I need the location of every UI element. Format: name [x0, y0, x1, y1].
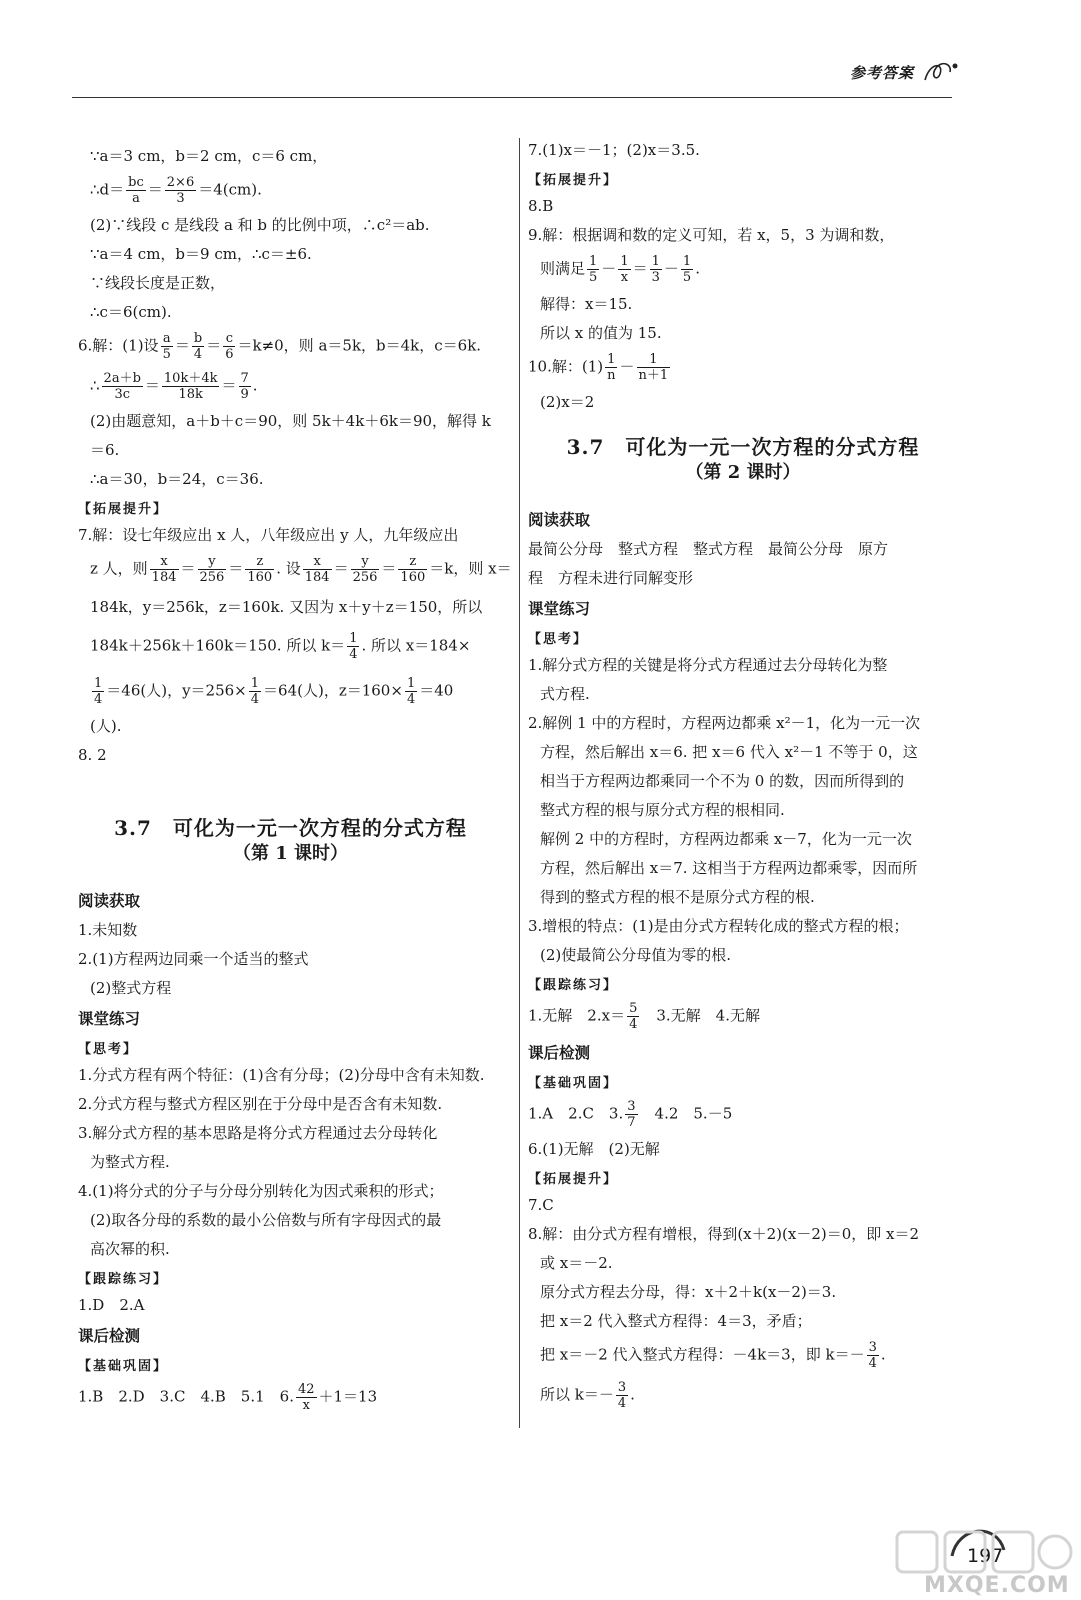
subheading: 课后检测 [528, 1043, 591, 1062]
text-line: 7.解：设七年级应出 x 人，八年级应出 y 人，九年级应出 [78, 526, 459, 544]
fraction: $\frac{1}{4}$ [406, 676, 416, 707]
text-line: 解得：x＝15. [540, 295, 633, 313]
text-line: ∵线段长度是正数， [90, 274, 226, 292]
fraction: $\frac{2a+b}{3c}$ [103, 371, 141, 402]
text-line: ∴a＝30，b＝24，c＝36. [90, 470, 264, 488]
section-title: 3.7 可化为一元一次方程的分式方程 [114, 816, 467, 840]
section-tag: 【拓展提升】 [78, 502, 169, 517]
swirl-ornament-icon [922, 58, 962, 84]
text-line: 1.D 2.A [78, 1296, 145, 1314]
watermark-text: MXQE.COM [924, 1573, 1070, 1598]
watermark-logo-icon [895, 1528, 1075, 1576]
header-label: 参考答案 [850, 64, 915, 82]
text-line: 所以 x 的值为 15. [540, 324, 662, 342]
section-tag: 【拓展提升】 [528, 1172, 619, 1187]
section-tag: 【拓展提升】 [528, 173, 619, 188]
subheading: 课堂练习 [78, 1009, 141, 1028]
section-title: 3.7 可化为一元一次方程的分式方程 [566, 435, 920, 459]
text-line: 整式方程的根与原分式方程的根相同. [540, 801, 785, 819]
text-line: 得到的整式方程的根不是原分式方程的根. [540, 888, 815, 906]
fraction: $\frac{10k+4k}{18k}$ [163, 371, 218, 402]
subheading: 课后检测 [78, 1326, 141, 1345]
text-line: 1.未知数 [78, 921, 138, 939]
fraction: $\frac{b}{4}$ [193, 331, 203, 362]
fraction: $\frac{z}{160}$ [247, 554, 273, 585]
text-line: 8.解：由分式方程有增根，得到(x＋2)(x－2)＝0，即 x＝2 [528, 1225, 920, 1243]
fraction: $\frac{1}{4}$ [94, 676, 103, 707]
section-tag: 【跟踪练习】 [78, 1272, 169, 1287]
text-line: 9.解：根据调和数的定义可知，若 x，5，3 为调和数， [528, 226, 895, 244]
fraction: $\frac{a}{5}$ [162, 331, 171, 362]
text-line: 解例 2 中的方程时，方程两边都乘 x－7，化为一元一次 [540, 830, 912, 848]
text-line: 1.分式方程有两个特征：(1)含有分母；(2)分母中含有未知数. [78, 1066, 485, 1084]
text-line: 6.解：(1)设 $\frac{a}{5}$ ＝ $\frac{b}{4}$ ＝ $\frac{c}{6}$ ＝k≠0，则 a＝5k，b＝4k，c＝6k. [78, 331, 482, 362]
text-line: 1.B 2.D 3.C 4.B 5.1 6. $\frac{42}{x}$ ＋1＝13 [78, 1382, 378, 1413]
subheading: 课堂练习 [528, 599, 591, 618]
text-line: ∴c＝6(cm). [90, 303, 172, 321]
fraction: $\frac{1}{n}$ [607, 352, 616, 383]
text-line: 184k＋256k＋160k＝150. 所以 k＝ $\frac{1}{4}$ . 所以 x＝184× [90, 631, 471, 662]
fraction: $\frac{1}{x}$ [620, 254, 629, 285]
subheading: 阅读获取 [78, 891, 141, 910]
text-line: 3.解分式方程的基本思路是将分式方程通过去分母转化 [78, 1124, 438, 1142]
fraction: $\frac{y}{256}$ [199, 554, 225, 585]
text-line: 2.(1)方程两边同乘一个适当的整式 [78, 950, 309, 968]
column-divider [519, 138, 520, 1428]
fraction: $\frac{2\times 6}{3}$ [166, 175, 195, 206]
text-line: 最简公分母 整式方程 整式方程 最简公分母 原方 [528, 540, 889, 558]
section-subtitle: （第 2 课时） [685, 462, 801, 483]
subheading: 阅读获取 [528, 510, 591, 529]
section-tag: 【思考】 [78, 1042, 139, 1057]
text-line: 原分式方程去分母，得：x＋2＋k(x－2)＝3. [540, 1283, 837, 1301]
page-number: 197 [967, 1545, 1004, 1567]
fraction: $\frac{1}{4}$ [349, 631, 358, 662]
fraction: $\frac{y}{256}$ [352, 554, 378, 585]
text-line: 8. 2 [78, 746, 107, 764]
fraction: $\frac{3}{4}$ [617, 1380, 627, 1411]
fraction: $\frac{1}{4}$ [250, 676, 260, 707]
text-line: 方程，然后解出 x＝6. 把 x＝6 代入 x²－1 不等于 0，这 [540, 743, 918, 761]
text-line: 184k，y＝256k，z＝160k. 又因为 x＋y＋z＝150，所以 [90, 598, 483, 616]
text-line: 1.解分式方程的关键是将分式方程通过去分母转化为整 [528, 656, 888, 674]
fraction: $\frac{x}{184}$ [151, 554, 177, 585]
text-line: 为整式方程. [90, 1153, 170, 1171]
fraction: $\frac{5}{4}$ [629, 1001, 638, 1032]
fraction: $\frac{c}{6}$ [225, 331, 234, 362]
fraction: $\frac{1}{n+1}$ [638, 352, 669, 383]
text-line: 则满足 $\frac{1}{5}$ － $\frac{1}{x}$ ＝ $\frac{1}{3}$ － $\frac{1}{5}$ . [540, 254, 700, 285]
text-line: z 人，则 $\frac{x}{184}$ ＝ $\frac{y}{256}$ ＝ $\frac{z}{160}$ . 设 $\frac{x}{184}$ ＝ $\frac{y}{256}$ ＝ $\frac{z}{160}$ ＝k，则 x＝ [90, 554, 512, 585]
text-line: 或 x＝－2. [540, 1254, 613, 1272]
left-column [78, 146, 512, 1422]
text-line: 1.无解 2.x＝ $\frac{5}{4}$ 3.无解 4.无解 [528, 1001, 760, 1032]
fraction: $\frac{1}{5}$ [682, 254, 692, 285]
section-tag: 【基础巩固】 [528, 1076, 619, 1091]
fraction: $\frac{bc}{a}$ [128, 175, 144, 206]
text-line: (人). [90, 717, 122, 735]
text-line: 把 x＝2 代入整式方程得：4＝3，矛盾； [540, 1312, 812, 1330]
text-line: $\frac{1}{4}$ ＝46(人)，y＝256× $\frac{1}{4}$ ＝64(人)，z＝160× $\frac{1}{4}$ ＝40 [94, 676, 454, 707]
text-line: 7.(1)x＝－1；(2)x＝3.5. [528, 141, 700, 159]
fraction: $\frac{3}{4}$ [868, 1340, 877, 1371]
section-tag: 【跟踪练习】 [528, 978, 619, 993]
section-tag: 【基础巩固】 [78, 1359, 169, 1374]
text-line: 6.(1)无解 (2)无解 [528, 1140, 660, 1158]
section-subtitle: （第 1 课时） [232, 843, 349, 864]
text-line: 把 x＝－2 代入整式方程得：－4k＝3，即 k＝－ $\frac{3}{4}$ . [540, 1340, 886, 1371]
fraction: $\frac{42}{x}$ [297, 1382, 315, 1413]
text-line: (2)∵线段 c 是线段 a 和 b 的比例中项，∴c²＝ab. [90, 216, 430, 234]
text-line: 3.增根的特点：(1)是由分式方程转化成的整式方程的根； [528, 917, 909, 935]
text-line: (2)取各分母的系数的最小公倍数与所有字母因式的最 [90, 1211, 442, 1229]
fraction: $\frac{1}{5}$ [589, 254, 598, 285]
text-line: 式方程. [540, 685, 590, 703]
header-rule [72, 97, 952, 98]
right-column [528, 140, 958, 1420]
fraction: $\frac{x}{184}$ [304, 554, 330, 585]
text-line: ∴ $\frac{2a+b}{3c}$ ＝ $\frac{10k+4k}{18k}$ ＝ $\frac{7}{9}$ . [90, 371, 258, 402]
fraction: $\frac{7}{9}$ [240, 371, 249, 402]
text-line: 相当于方程两边都乘同一个不为 0 的数，因而所得到的 [540, 772, 905, 790]
text-line: 8.B [528, 197, 554, 215]
text-line: 程 方程未进行同解变形 [528, 569, 694, 587]
text-line: (2)x＝2 [540, 393, 595, 411]
text-line: 7.C [528, 1196, 554, 1214]
text-line: 1.A 2.C 3. $\frac{3}{7}$ 4.2 5.－5 [528, 1099, 733, 1130]
text-line: 所以 k＝－ $\frac{3}{4}$ . [540, 1380, 635, 1411]
text-line: ∴d＝ $\frac{bc}{a}$ ＝ $\frac{2\times 6}{3}$ ＝4(cm). [90, 175, 262, 206]
fraction: $\frac{z}{160}$ [400, 554, 426, 585]
text-line: ∵a＝4 cm，b＝9 cm，∴c＝±6. [90, 245, 312, 263]
text-line: ∵a＝3 cm，b＝2 cm，c＝6 cm， [90, 147, 328, 165]
text-line: 方程，然后解出 x＝7. 这相当于方程两边都乘零，因而所 [540, 859, 918, 877]
text-line: (2)使最简公分母值为零的根. [540, 946, 732, 964]
text-line: (2)由题意知，a＋b＋c＝90，则 5k＋4k＋6k＝90，解得 k [90, 412, 491, 430]
text-line: 高次幂的积. [90, 1240, 170, 1258]
section-tag: 【思考】 [528, 632, 589, 647]
text-line: 10.解：(1) $\frac{1}{n}$ － $\frac{1}{n+1}$ [528, 352, 669, 383]
text-line: 4.(1)将分式的分子与分母分别转化为因式乘积的形式； [78, 1182, 444, 1200]
text-line: 2.分式方程与整式方程区别在于分母中是否含有未知数. [78, 1095, 443, 1113]
text-line: (2)整式方程 [90, 979, 172, 997]
text-line: ＝6. [90, 441, 120, 459]
fraction: $\frac{1}{3}$ [651, 254, 660, 285]
fraction: $\frac{3}{7}$ [627, 1099, 636, 1130]
text-line: 2.解例 1 中的方程时，方程两边都乘 x²－1，化为一元一次 [528, 714, 921, 732]
